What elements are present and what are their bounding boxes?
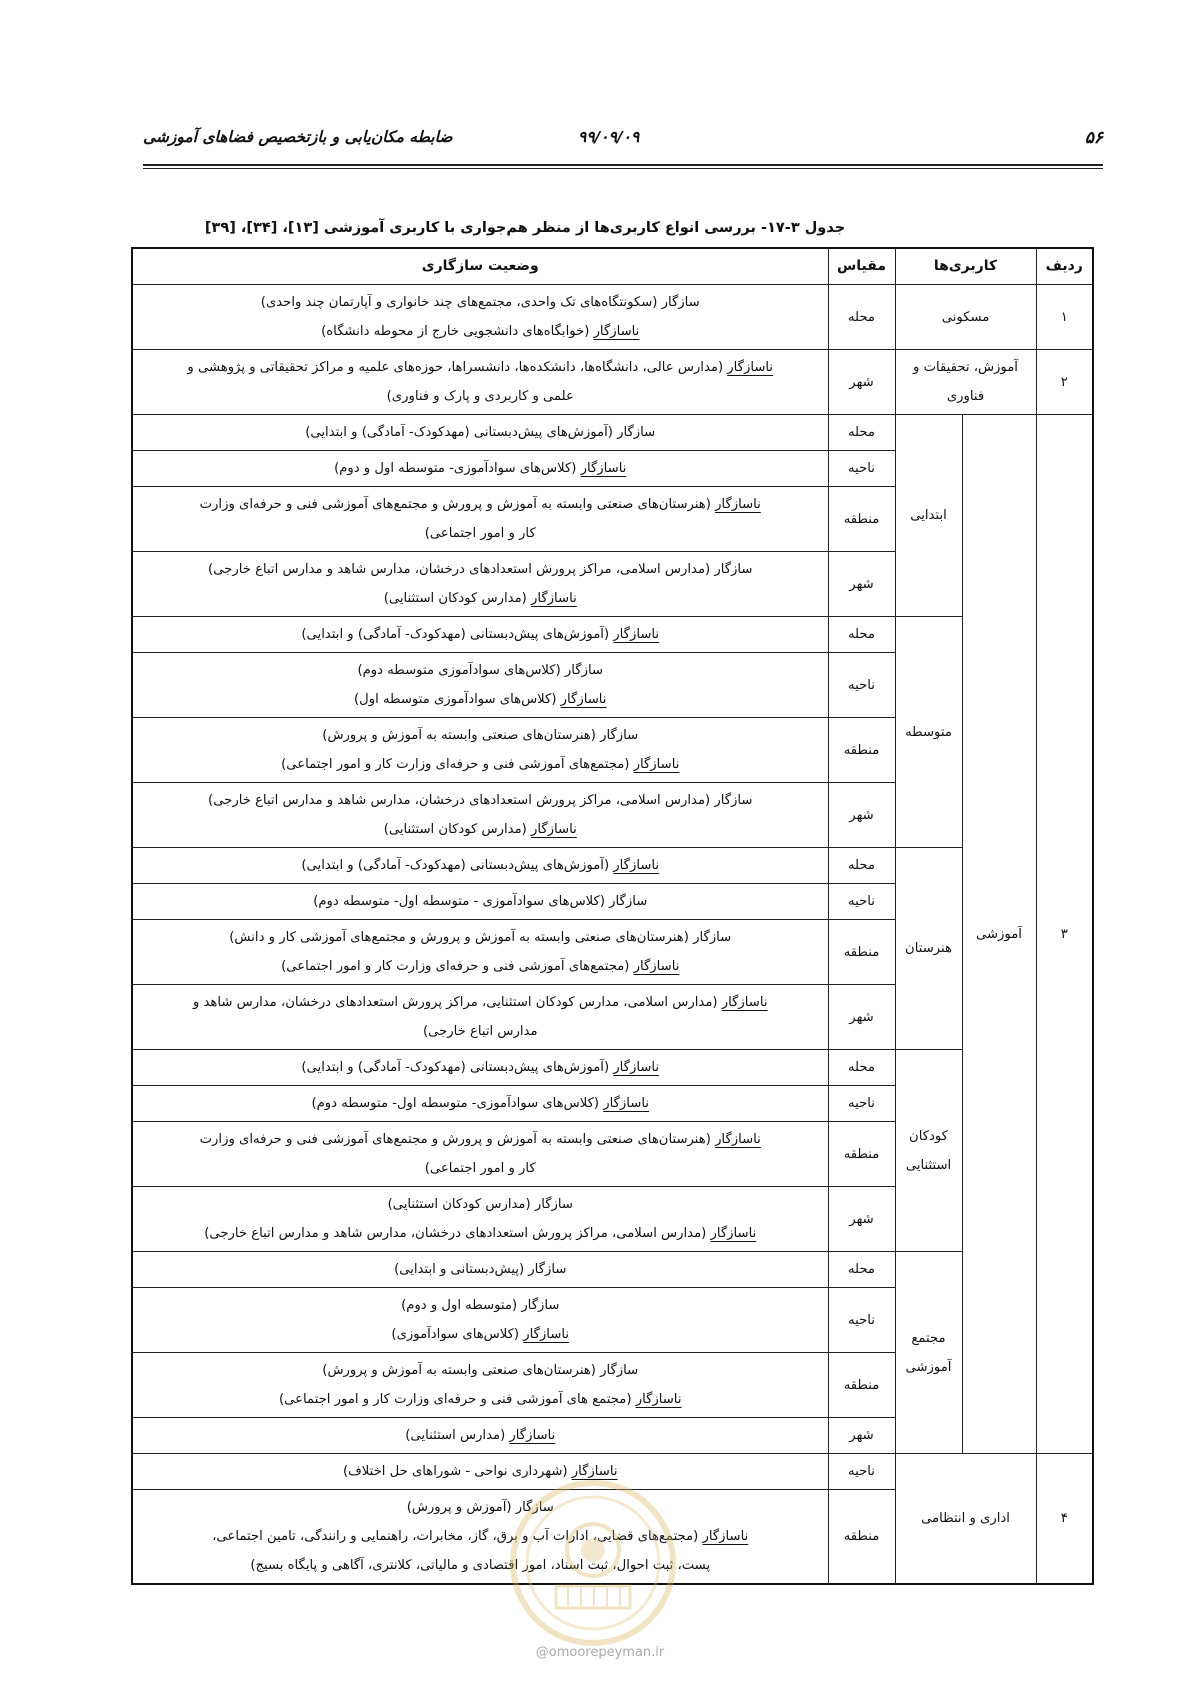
meqyas-cell: ناحیه (828, 653, 895, 718)
meqyas-cell: ناحیه (828, 884, 895, 920)
table-row (132, 1252, 1093, 1288)
subgroup-honarestan: هنرستان (895, 848, 962, 1050)
vaziat-cell: سازگار (متوسطه اول و دوم) ناسازگار (کلاس‌های سوادآموزی) (132, 1288, 828, 1353)
vaziat-cell: سازگار (هنرستان‌های صنعتی وابسته به آموزش و پرورش) ناسازگار (مجتمع‌های آموزشی فنی و حرفه‌ای وزارت کار و امور اجتماعی) (132, 718, 828, 783)
vaziat-cell: سازگار (کلاس‌های سوادآموزی - متوسطه اول- متوسطه دوم) (132, 884, 828, 920)
compatibility-table (131, 247, 1094, 1585)
meqyas-cell: منطقه (828, 718, 895, 783)
vaziat-cell: سازگار (سکونتگاه‌های تک واحدی، مجتمع‌های چند خانواری و آپارتمان چند واحدی) ناسازگار (خوابگاه‌های دانشجویی خارج از محوطه دانشگاه) (132, 285, 828, 350)
meqyas-cell: منطقه (828, 487, 895, 552)
table-row (132, 1050, 1093, 1086)
meqyas-cell: شهر (828, 552, 895, 617)
table-row (132, 848, 1093, 884)
meqyas-cell: شهر (828, 1418, 895, 1454)
vaziat-cell: سازگار (کلاس‌های سوادآموزی متوسطه دوم) ناسازگار (کلاس‌های سوادآموزی متوسطه اول) (132, 653, 828, 718)
vaziat-cell: سازگار (هنرستان‌های صنعتی وابسته به آموزش و پرورش و مجتمع‌های آموزشی کار و دانش) ناسازگار (مجتمع‌های آموزشی فنی و حرفه‌ای وزارت کار و امور اجتماعی) (132, 920, 828, 985)
vaziat-cell: ناسازگار (آموزش‌های پیش‌دبستانی (مهدکودک- آمادگی) و ابتدایی) (132, 617, 828, 653)
meqyas-cell: ناحیه (828, 1086, 895, 1122)
vaziat-cell: ناسازگار (آموزش‌های پیش‌دبستانی (مهدکودک- آمادگی) و ابتدایی) (132, 848, 828, 884)
table-row (132, 350, 1093, 415)
karbari-amuzeshi-cell: آموزشی (962, 415, 1036, 1454)
document-title: ضابطه مکان‌یابی و بازتخصیص فضاهای آموزشی (143, 128, 453, 146)
meqyas-cell: منطقه (828, 920, 895, 985)
vaziat-cell: سازگار (مدارس اسلامی، مراکز پرورش استعدادهای درخشان، مدارس شاهد و مدارس اتباع خارجی) ناسازگار (مدارس کودکان استثنایی) (132, 552, 828, 617)
meqyas-cell: محله (828, 415, 895, 451)
subgroup-estesnaei: کودکان استثنایی (895, 1050, 962, 1252)
meqyas-cell: منطقه (828, 1122, 895, 1187)
karbari-cell: مسکونی (895, 285, 1036, 350)
meqyas-cell: محله (828, 848, 895, 884)
subgroup-ebtedaei: ابتدایی (895, 415, 962, 617)
header-vaziat: وضعیت سازگاری (132, 248, 828, 285)
vaziat-cell: سازگار (مدارس اسلامی، مراکز پرورش استعدادهای درخشان، مدارس شاهد و مدارس اتباع خارجی) ناسازگار (مدارس کودکان استثنایی) (132, 783, 828, 848)
meqyas-cell: محله (828, 1252, 895, 1288)
karbari-cell: اداری و انتظامی (895, 1454, 1036, 1585)
table-row (132, 617, 1093, 653)
radif-cell: ۳ (1036, 415, 1093, 1454)
vaziat-cell: ناسازگار (آموزش‌های پیش‌دبستانی (مهدکودک- آمادگی) و ابتدایی) (132, 1050, 828, 1086)
subgroup-mojtama: مجتمع آموزشی (895, 1252, 962, 1454)
radif-cell: ۱ (1036, 285, 1093, 350)
meqyas-cell: منطقه (828, 1353, 895, 1418)
meqyas-cell: ناحیه (828, 1288, 895, 1353)
meqyas-cell: محله (828, 617, 895, 653)
page-header (143, 128, 1103, 156)
watermark-seal-icon (508, 1478, 678, 1648)
radif-cell: ۲ (1036, 350, 1093, 415)
vaziat-cell: سازگار (آموزش و پرورش) ناسازگار (مجتمع‌های قضایی، ادارات آب و برق، گاز، مخابرات، راهنمایی و رانندگی، تامین اجتماعی، پست، ثبت احوال، ثبت اسناد، امور اقتصادی و مالیاتی، کلانتری، آگاهی و پایگاه بسیج) (132, 1490, 828, 1585)
table-caption: جدول ۳-۱۷- بررسی انواع کاربری‌ها از منظر هم‌جواری با کاربری آموزشی [۱۳]، [۳۴]، [۳۹] (204, 220, 846, 236)
vaziat-cell: ناسازگار (هنرستان‌های صنعتی وابسته به آموزش و پرورش و مجتمع‌های آموزشی فنی و حرفه‌ای وزارت کار و امور اجتماعی) (132, 487, 828, 552)
header-radif: ردیف (1036, 248, 1093, 285)
vaziat-cell: ناسازگار (مدارس عالی، دانشگاه‌ها، دانشکده‌ها، دانشسراها، حوزه‌های علمیه و مراکز تحقیقاتی و پژوهشی و علمی و کاربردی و پارک و فناوری) (132, 350, 828, 415)
vaziat-cell: ناسازگار (کلاس‌های سوادآموزی- متوسطه اول- متوسطه دوم) (132, 1086, 828, 1122)
vaziat-cell: ناسازگار (مدارس اسلامی، مدارس کودکان استثنایی، مراکز پرورش استعدادهای درخشان، مدارس شاهد و مدارس اتباع خارجی) (132, 985, 828, 1050)
table-row (132, 415, 1093, 451)
meqyas-cell: محله (828, 285, 895, 350)
table-header-row (132, 248, 1093, 285)
vaziat-cell: ناسازگار (مدارس استثنایی) (132, 1418, 828, 1454)
meqyas-cell: شهر (828, 985, 895, 1050)
vaziat-cell: سازگار (آموزش‌های پیش‌دبستانی (مهدکودک- آمادگی) و ابتدایی) (132, 415, 828, 451)
header-divider-thin (143, 168, 1103, 169)
watermark-site: @omoorepeyman.ir (535, 1645, 665, 1660)
header-meqyas: مقیاس (828, 248, 895, 285)
subgroup-motevasete: متوسطه (895, 617, 962, 848)
meqyas-cell: شهر (828, 1187, 895, 1252)
radif-cell: ۴ (1036, 1454, 1093, 1585)
page-number: ۵۶ (1084, 128, 1103, 148)
vaziat-cell: سازگار (مدارس کودکان استثنایی) ناسازگار (مدارس اسلامی، مراکز پرورش استعدادهای درخشان، مدارس شاهد و مدارس اتباع خارجی) (132, 1187, 828, 1252)
meqyas-cell: شهر (828, 350, 895, 415)
table-row (132, 285, 1093, 350)
header-divider (143, 164, 1103, 166)
meqyas-cell: محله (828, 1050, 895, 1086)
meqyas-cell: شهر (828, 783, 895, 848)
document-date: ۹۹/۰۹/۰۹ (578, 128, 640, 146)
vaziat-cell: سازگار (هنرستان‌های صنعتی وابسته به آموزش و پرورش) ناسازگار (مجتمع های آموزشی فنی و حرفه‌ای وزارت کار و امور اجتماعی) (132, 1353, 828, 1418)
vaziat-cell: سازگار (پیش‌دبستانی و ابتدایی) (132, 1252, 828, 1288)
karbari-cell: آموزش، تحقیقات و فناوری (895, 350, 1036, 415)
meqyas-cell: ناحیه (828, 451, 895, 487)
vaziat-cell: ناسازگار (هنرستان‌های صنعتی وابسته به آموزش و پرورش و مجتمع‌های آموزشی فنی و حرفه‌ای وزارت کار و امور اجتماعی) (132, 1122, 828, 1187)
vaziat-cell: ناسازگار (شهرداری نواحی - شوراهای حل اختلاف) (132, 1454, 828, 1490)
meqyas-cell: منطقه (828, 1490, 895, 1585)
meqyas-cell: ناحیه (828, 1454, 895, 1490)
header-karbari: کاربری‌ها (895, 248, 1036, 285)
vaziat-cell: ناسازگار (کلاس‌های سوادآموزی- متوسطه اول و دوم) (132, 451, 828, 487)
